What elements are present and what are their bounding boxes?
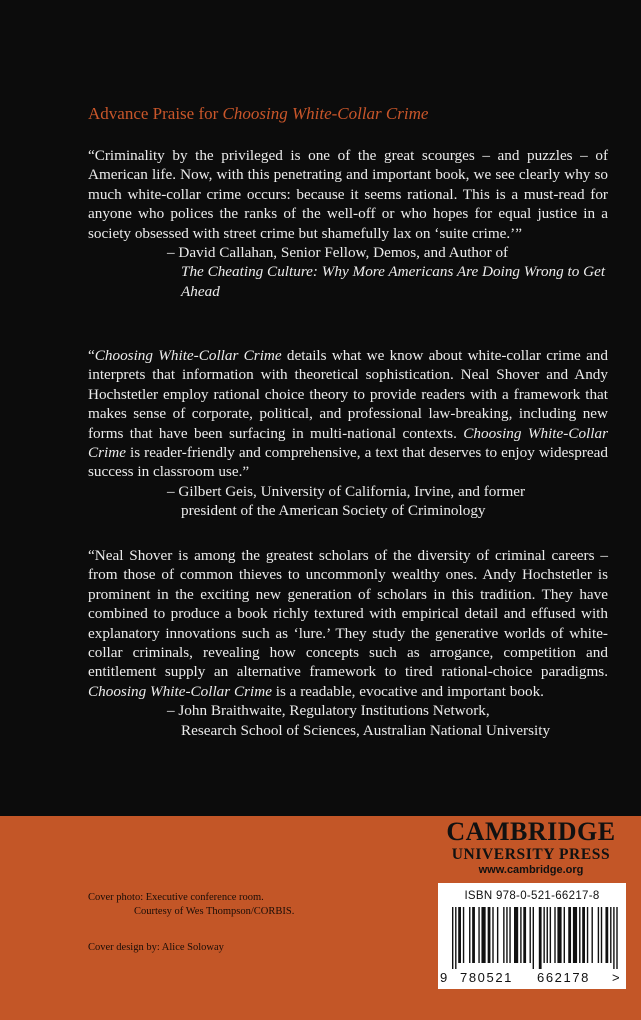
barcode-bar — [554, 907, 555, 963]
attribution-line: – Gilbert Geis, University of California, Irvine, and former — [167, 482, 526, 500]
barcode-bar — [605, 907, 608, 963]
attribution-line: Research School of Sciences, Australian National University — [181, 721, 551, 739]
barcode-bar — [547, 907, 548, 963]
barcode-bars — [450, 907, 620, 969]
barcode-bar — [463, 907, 464, 963]
barcode-bar — [598, 907, 599, 963]
quote-callahan-attribution — [167, 243, 608, 301]
barcode-bar — [503, 907, 504, 963]
quote-braithwaite-text — [88, 546, 608, 701]
barcode-bar — [533, 907, 534, 969]
barcode-bar — [587, 907, 588, 963]
photo-credit-source: Courtesy of Wes Thompson/CORBIS. — [134, 905, 295, 917]
attribution-book-title: The Cheating Culture: Why More Americans Are Doing Wrong to Get Ahead — [181, 263, 606, 300]
quote-geis-text — [88, 346, 608, 482]
quote-callahan-text: “Criminality by the privileged is one of the great scourges – and puzzles – of American life. Now, with this penetrating and important book, we see clearly why so much white-collar crime occurs: because it seems rational. This is a must-read for anyone who polices the ranks of the well-off or who hopes for equal justice in a society obsessed with street crime but shamefully lax on ‘suite crime.’” — [88, 147, 608, 242]
inline-book-title: Choosing White-Collar Crime — [88, 424, 608, 462]
heading-prefix: Advance Praise for — [88, 104, 223, 123]
open-quote: “ — [88, 347, 95, 364]
quote-braithwaite-attribution — [167, 701, 608, 740]
praise-heading — [88, 104, 608, 124]
barcode-bar — [472, 907, 475, 963]
barcode-bar — [523, 907, 526, 963]
barcode-bar — [492, 907, 493, 963]
quote-geis — [88, 346, 608, 521]
publisher-website: www.cambridge.org — [478, 864, 584, 876]
barcode-bar — [592, 907, 593, 963]
barcode-bar — [506, 907, 507, 963]
barcode-bar — [613, 907, 614, 969]
barcode-digit-group: 780521 — [460, 970, 513, 985]
barcode-digit-group: 662178 — [537, 970, 590, 985]
barcode-bar — [509, 907, 510, 963]
barcode-bar — [481, 907, 485, 963]
barcode-digit-lead: 9 — [440, 970, 448, 985]
barcode-bar — [452, 907, 453, 969]
barcode-bar — [573, 907, 577, 963]
barcode-quiet-zone-marker: > — [612, 970, 620, 985]
barcode-bar — [568, 907, 571, 963]
barcode-bar — [610, 907, 611, 963]
barcode-bar — [539, 907, 542, 969]
barcode-bar — [520, 907, 521, 963]
inline-book-title: Choosing White-Collar Crime — [88, 682, 272, 700]
quote-braithwaite — [88, 546, 608, 740]
barcode-bar — [530, 907, 531, 963]
attribution-line: – David Callahan, Senior Fellow, Demos, and Author of — [167, 244, 509, 262]
publisher-press: UNIVERSITY PRESS — [451, 846, 611, 863]
barcode-bar — [514, 907, 518, 963]
cover-credits — [88, 891, 294, 955]
barcode-bar — [564, 907, 565, 963]
barcode-bar — [550, 907, 551, 963]
barcode-bar — [497, 907, 498, 963]
heading-book-title: Choosing White-Collar Crime — [222, 104, 429, 123]
barcode-bar — [601, 907, 602, 963]
quote-text-part: is reader-friendly and comprehensive, a text that deserves to enjoy widespread success in classroom use.” — [88, 444, 608, 481]
photo-credit: Cover photo: Executive conference room. — [88, 892, 264, 903]
attribution-line: president of the American Society of Criminology — [181, 502, 486, 520]
publisher-name: CAMBRIDGE — [446, 817, 616, 846]
design-credit: Cover design by: Alice Soloway — [88, 942, 224, 953]
barcode-bar — [582, 907, 585, 963]
barcode-bar — [557, 907, 561, 963]
quote-text-part: “Neal Shover is among the greatest scholars of the diversity of criminal careers – from those of common thieves to uncommonly wealthy ones. Andy Hochstetler is prominent in the exciting new generation of scholars in this tradition. They have combined to produce a book richly textured with empirical detail and effused with explanatory innovations such as ‘lure.’ They study the generative worlds of white-collar criminals, revealing how concepts such as arrogance, competition and entitlement supply an alternative framework to tired rational-choice paradigms. — [88, 547, 608, 681]
inline-book-title: Choosing White-Collar Crime — [94, 347, 282, 364]
publisher-logo — [436, 818, 626, 878]
barcode-bar — [455, 907, 456, 969]
barcode-bar — [616, 907, 617, 969]
quote-text-part: details what we know about white-collar crime and interprets that information with theoretical sophistication. Neal Shover and Andy Hochstetler employ rational choice theory to provide readers with a framework that makes sense of corporate, political, and professional law-breaking, including new forms that have been surfacing in multi-national contexts. — [88, 347, 608, 442]
barcode-bar — [469, 907, 470, 963]
barcode-bar — [488, 907, 491, 963]
barcode-bar — [543, 907, 544, 963]
barcode-bar — [458, 907, 461, 963]
barcode-bar — [579, 907, 580, 963]
isbn-label: ISBN 978-0-521-66217-8 — [464, 890, 600, 902]
isbn-barcode — [438, 883, 626, 989]
barcode-bar — [478, 907, 479, 963]
attribution-line: – John Braithwaite, Regulatory Institutions Network, — [167, 702, 490, 720]
quote-callahan — [88, 146, 608, 301]
quote-geis-attribution — [167, 482, 608, 521]
quote-text-part: is a readable, evocative and important book. — [271, 682, 544, 700]
